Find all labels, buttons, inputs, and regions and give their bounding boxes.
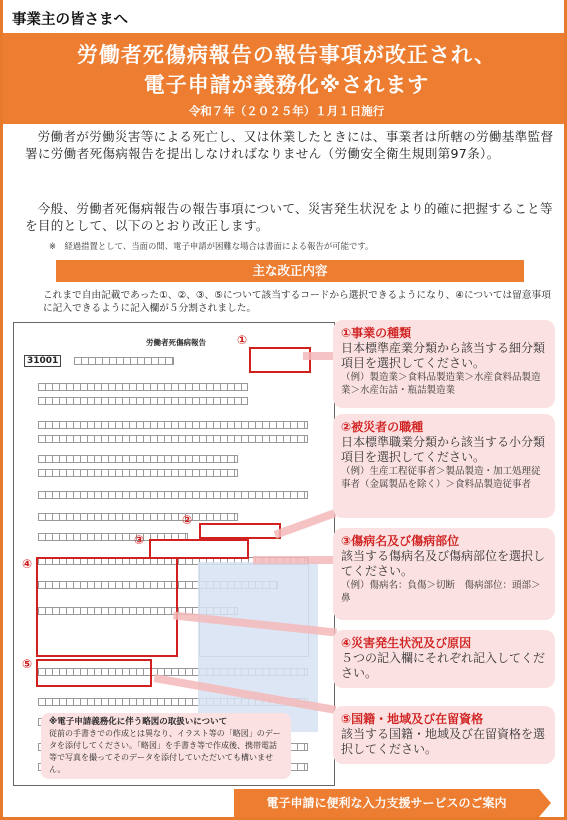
item-2-body: 日本標準職業分類から該当する小分類項目を選択してください。 <box>341 435 546 464</box>
title-banner <box>3 33 567 124</box>
item-4 <box>333 630 555 688</box>
item-3 <box>333 528 555 620</box>
item-5-title: ⑤国籍・地域及び在留資格 <box>341 712 484 726</box>
highlight-box-3 <box>149 539 249 559</box>
marker-4: ④ <box>22 557 33 571</box>
form-title: 労働者死傷病報告 <box>146 338 206 347</box>
marker-1: ① <box>237 333 248 347</box>
title-line-2: 電子申請が義務化※されます <box>143 73 430 97</box>
marker-5: ⑤ <box>22 657 33 671</box>
item-4-title: ④災害発生状況及び原因 <box>341 636 472 650</box>
item-1-body: 日本標準産業分類から該当する細分類項目を選択してください。 <box>341 341 546 370</box>
highlight-box-2 <box>199 523 281 539</box>
item-3-body: 該当する傷病名及び傷病部位を選択してください。 <box>341 549 546 578</box>
support-service-link[interactable]: 電子申請に便利な入力支援サービスのご案内 <box>234 789 539 817</box>
paragraph-1: 労働者が労働災害等による死亡し、又は休業したときには、事業者は所轄の労働基準監督署に労働者死傷病報告を提出しなければなりません（労働安全衛生規則第97条）。 <box>25 129 554 161</box>
highlight-box-4 <box>36 557 178 657</box>
pointer-1 <box>303 352 337 360</box>
section-intro: これまで自由記載であった①、②、③、⑤について該当するコードから選択できるようになり、④については留意事項に記入できるように記入欄が５分割されました。 <box>43 290 551 314</box>
item-4-body: ５つの記入欄にそれぞれ記入してください。 <box>341 651 546 680</box>
marker-3: ③ <box>134 533 145 547</box>
sketch-note-title: ※電子申請義務化に伴う略図の取扱いについて <box>49 717 228 727</box>
highlight-box-1 <box>249 347 311 373</box>
effective-date: 令和７年（２０２５年）１月１日施行 <box>188 104 385 118</box>
item-3-title: ③傷病名及び傷病部位 <box>341 534 460 548</box>
transition-note: ※ 経過措置として、当面の間、電子申請が困難な場合は書面による報告が可能です。 <box>49 241 374 251</box>
item-1 <box>333 320 555 408</box>
highlight-box-5 <box>36 659 152 687</box>
pointer-3 <box>253 556 337 564</box>
audience-label: 事業主の皆さまへ <box>12 12 128 28</box>
section-heading: 主な改正内容 <box>56 260 524 282</box>
paragraph-2: 今般、労働者死傷病報告の報告事項について、災害発生状況をより的確に把握すること等を目的として、以下のとおり改正します。 <box>25 201 553 233</box>
sketch-note-body: 従前の手書きでの作成とは異なり、イラスト等の「略図」のデータを添付してください。「略図」を手書き等で作成後、携帯電話等で写真を撮ってそのデータを添付していただいても構いません。 <box>49 729 281 774</box>
item-1-title: ①事業の種類 <box>341 326 412 340</box>
item-2-title: ②被災者の職種 <box>341 420 424 434</box>
sketch-note <box>41 713 291 779</box>
item-3-example: （例）傷病名：負傷＞切断 傷病部位：頭部＞鼻 <box>341 580 541 604</box>
item-5 <box>333 706 555 764</box>
marker-2: ② <box>182 513 193 527</box>
item-2 <box>333 414 555 518</box>
form-code: 31001 <box>24 355 61 367</box>
item-1-example: （例）製造業＞食料品製造業＞水産食料品製造業＞水産缶詰・瓶詰製造業 <box>341 372 541 396</box>
item-5-body: 該当する国籍・地域及び在留資格を選択してください。 <box>341 727 546 756</box>
item-2-example: （例）生産工程従事者＞製品製造・加工処理従事者（金属製品を除く）＞食料品製造従事者 <box>341 466 541 490</box>
title-line-1: 労働者死傷病報告の報告事項が改正され、 <box>76 43 497 67</box>
